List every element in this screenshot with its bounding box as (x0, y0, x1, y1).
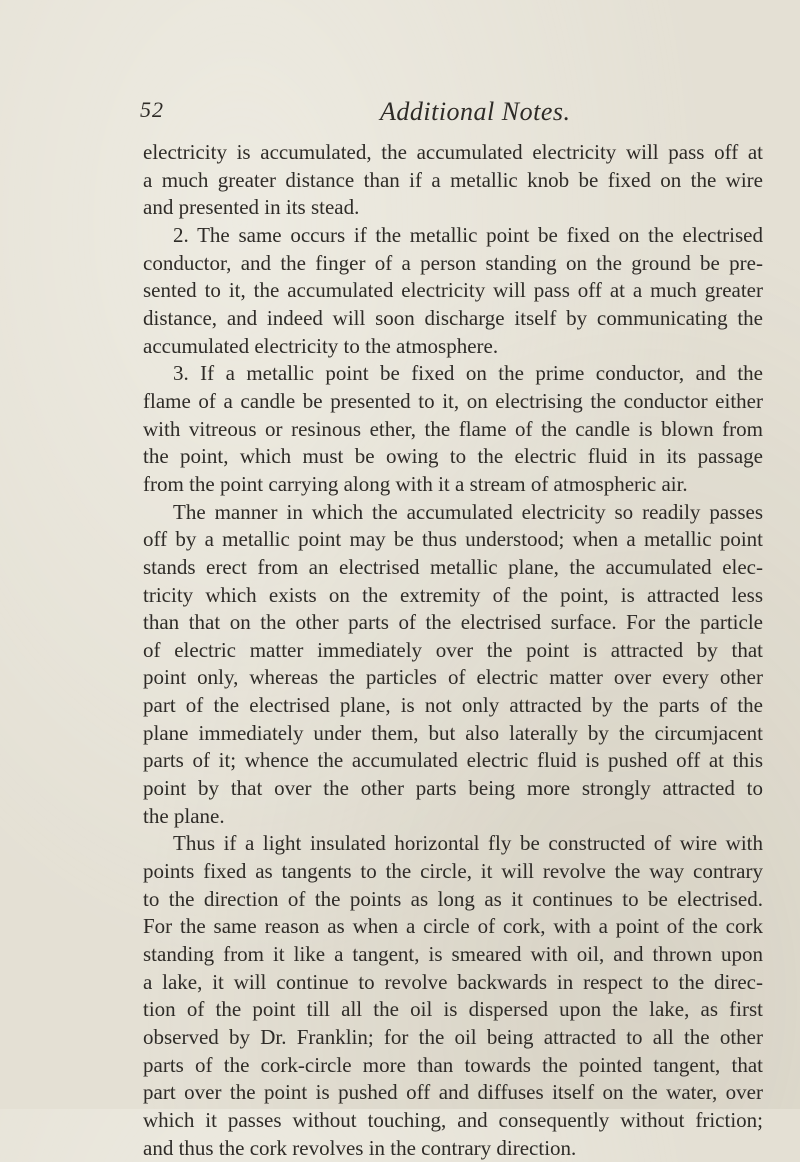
text-line: and thus the cork revolves in the contrary direction. (143, 1135, 577, 1160)
text-line: electricity is accumulated, the accumulated electricity will pass off at (143, 140, 763, 164)
text-line: the plane. (143, 803, 225, 828)
text-line: part of the electrised plane, is not only attracted by the parts of the (143, 693, 763, 718)
text-line: off by a metallic point may be thus understood; when a metallic point (143, 527, 763, 552)
text-line: with vitreous or resinous ether, the flame of the candle is blown from (143, 416, 763, 441)
body-text (143, 139, 763, 1162)
text-line: parts of it; whence the accumulated electric fluid is pushed off at this (143, 748, 763, 773)
text-line: plane immediately under them, but also laterally by the circumjacent (143, 720, 763, 745)
running-title: Additional Notes. (380, 97, 571, 126)
text-line: 3. If a metallic point be fixed on the prime conductor, and the (173, 361, 763, 386)
running-head (140, 97, 750, 131)
text-line: tricity which exists on the extremity of the point, is attracted less (143, 582, 763, 607)
text-line: distance, and indeed will soon discharge itself by communicating the (143, 305, 763, 330)
text-line: point only, whereas the particles of electric matter over every other (143, 665, 763, 690)
text-line: observed by Dr. Franklin; for the oil being attracted to all the other (143, 1025, 763, 1049)
text-line: For the same reason as when a circle of cork, with a point of the cork (143, 914, 763, 939)
text-line: than that on the other parts of the electrised surface. For the particle (143, 610, 763, 635)
text-line: point by that over the other parts being more strongly attracted to (143, 776, 763, 801)
text-line: a lake, it will continue to revolve backwards in respect to the direc- (143, 969, 763, 994)
text-line: The manner in which the accumulated electricity so readily passes (173, 499, 763, 524)
text-line: standing from it like a tangent, is smeared with oil, and thrown upon (143, 942, 763, 967)
text-line: stands erect from an electrised metallic plane, the accumulated elec- (143, 554, 763, 579)
text-line: from the point carrying along with it a stream of atmospheric air. (143, 471, 688, 496)
text-line: part over the point is pushed off and diffuses itself on the water, over (143, 1080, 763, 1105)
text-line: of electric matter immediately over the point is attracted by that (143, 637, 763, 662)
text-line: which it passes without touching, and consequently without friction; (143, 1107, 763, 1132)
text-line: and presented in its stead. (143, 195, 360, 220)
text-line: to the direction of the points as long as it continues to be electrised. (143, 886, 763, 911)
text-line: parts of the cork-circle more than towards the pointed tangent, that (143, 1052, 763, 1077)
text-line: tion of the point till all the oil is dispersed upon the lake, as first (143, 997, 763, 1022)
text-line: the point, which must be owing to the electric fluid in its passage (143, 444, 763, 469)
text-line: accumulated electricity to the atmosphere. (143, 333, 499, 358)
text-line: a much greater distance than if a metallic knob be fixed on the wire (143, 167, 763, 192)
text-line: points fixed as tangents to the circle, it will revolve the way contrary (143, 859, 763, 884)
text-line: 2. The same occurs if the metallic point be fixed on the electrised (173, 222, 763, 247)
text-line: Thus if a light insulated horizontal fly be constructed of wire with (173, 831, 763, 856)
text-line: flame of a candle be presented to it, on electrising the conductor either (143, 388, 763, 413)
page-number: 52 (140, 97, 164, 122)
text-line: sented to it, the accumulated electricity will pass off at a much greater (143, 278, 763, 303)
text-line: conductor, and the finger of a person standing on the ground be pre- (143, 250, 763, 275)
